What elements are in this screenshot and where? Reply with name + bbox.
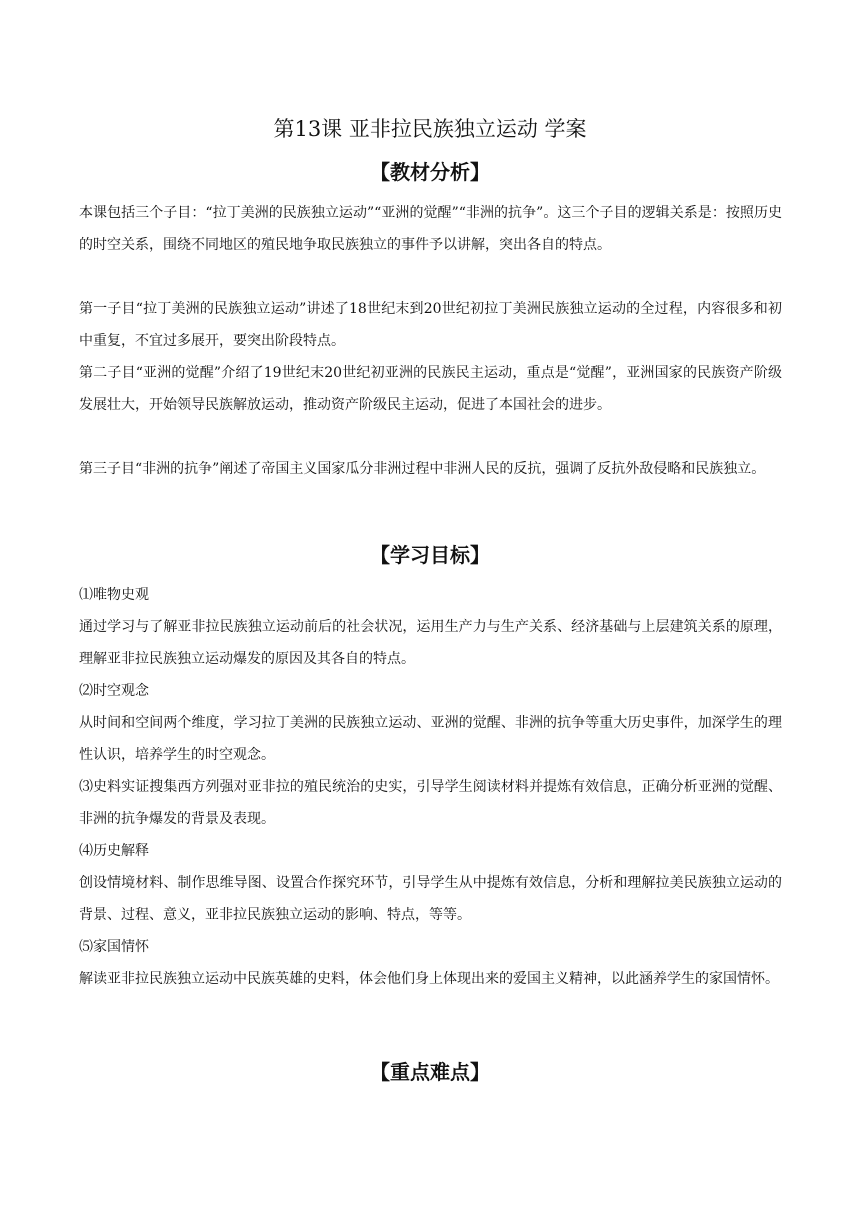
objective-heading-spacetime: ⑵时空观念 [79,683,149,699]
section-heading-objectives: 【学习目标】 [370,543,490,567]
objective-text-spacetime: 从时间和空间两个维度，学习拉丁美洲的民族独立运动、亚洲的觉醒、非洲的抗争等重大历史事件，加深学生的理性认识，培养学生的时空观念。 [79,715,782,763]
analysis-paragraph-1: 本课包括三个子目：“拉丁美洲的民族独立运动”“亚洲的觉醒”“非洲的抗争”。这三个子目的逻辑关系是：按照历史的时空关系，围绕不同地区的殖民地争取民族独立的事件予以讲解，突出各自的特点。 [79,205,782,253]
analysis-paragraph-4: 第三子目“非洲的抗争”阐述了帝国主义国家瓜分非洲过程中非洲人民的反抗，强调了反抗外敌侵略和民族独立。 [79,461,766,477]
analysis-paragraph-3: 第二子目“亚洲的觉醒”介绍了19世纪末20世纪初亚洲的民族民主运动，重点是“觉醒”，亚洲国家的民族资产阶级发展壮大，开始领导民族解放运动，推动资产阶级民主运动，促进了本国社会的进步。 [79,365,782,413]
objective-text-patriotism: 解读亚非拉民族独立运动中民族英雄的史料，体会他们身上体现出来的爱国主义精神，以此涵养学生的家国情怀。 [79,971,779,987]
objective-heading-patriotism: ⑸家国情怀 [79,939,149,955]
objective-heading-interpretation: ⑷历史解释 [79,843,149,859]
section-heading-key-points: 【重点难点】 [370,1060,490,1084]
section-heading-analysis: 【教材分析】 [370,160,490,184]
analysis-paragraph-2: 第一子目“拉丁美洲的民族独立运动”讲述了18世纪末到20世纪初拉丁美洲民族独立运动的全过程，内容很多和初中重复，不宜过多展开，要突出阶段特点。 [79,301,782,349]
document-title: 第13课 亚非拉民族独立运动 学案 [273,117,587,141]
objective-heading-materialism: ⑴唯物史观 [79,587,149,603]
objective-text-materialism: 通过学习与了解亚非拉民族独立运动前后的社会状况，运用生产力与生产关系、经济基础与上层建筑关系的原理，理解亚非拉民族独立运动爆发的原因及其各自的特点。 [79,619,782,667]
objective-text-interpretation: 创设情境材料、制作思维导图、设置合作探究环节，引导学生从中提炼有效信息，分析和理解拉美民族独立运动的背景、过程、意义，亚非拉民族独立运动的影响、特点，等等。 [79,875,782,923]
objective-text-evidence: ⑶史料实证搜集西方列强对亚非拉的殖民统治的史实，引导学生阅读材料并提炼有效信息，正确分析亚洲的觉醒、非洲的抗争爆发的背景及表现。 [79,779,782,827]
